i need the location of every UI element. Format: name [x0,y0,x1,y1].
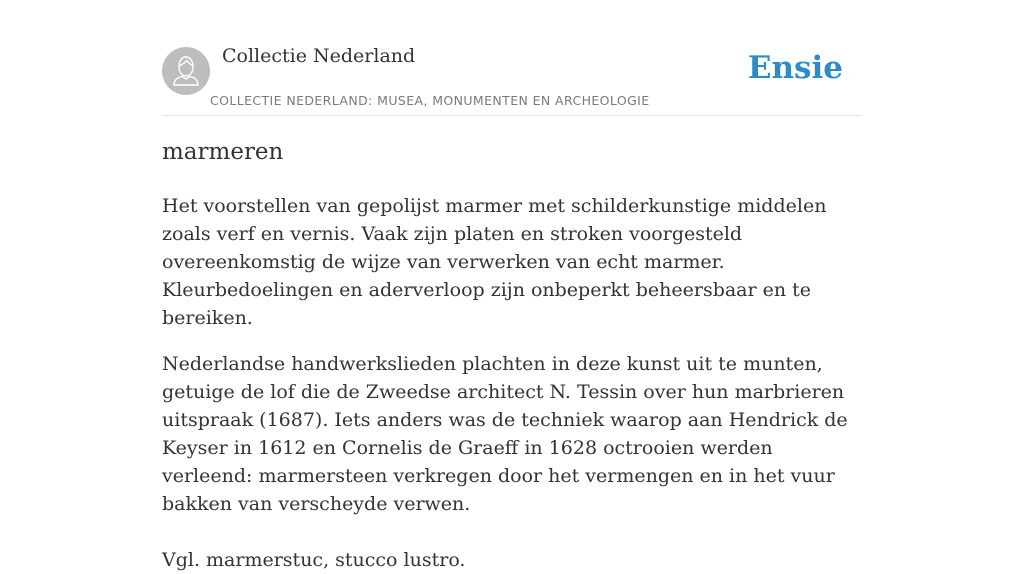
entry-paragraph: Het voorstellen van gepolijst marmer met schilderkunstige middelen zoals verf en vernis. Vaak zijn platen en stroken voorgesteld overeenkomstig de wijze van verwerken van echt marmer. Kleurbedoelingen en aderverloop zijn onbeperkt beheersbaar en te bereiken. [162,195,827,329]
author-avatar[interactable] [162,47,210,95]
entry-content [162,192,862,574]
entry-see-also: Vgl. marmerstuc, stucco lustro. [162,549,466,571]
header-divider [162,115,862,116]
author-name[interactable]: Collectie Nederland [222,45,416,67]
entry-title: marmeren [162,139,284,165]
user-silhouette-icon [162,47,210,95]
author-subtitle[interactable]: COLLECTIE NEDERLAND: MUSEA, MONUMENTEN EN ARCHEOLOGIE [210,93,650,108]
entry-paragraph: Nederlandse handwerkslieden plachten in deze kunst uit te munten, getuige de lof die de Zweedse architect N. Tessin over hun marbrieren uitspraak (1687). Iets anders was de techniek waarop aan Hendrick de Keyser in 1612 en Cornelis de Graeff in 1628 octrooien werden verleend: marmersteen verkregen door het vermengen en in het vuur bakken van verscheyde verwen. [162,353,848,515]
brand-logo[interactable]: Ensie [747,50,843,86]
